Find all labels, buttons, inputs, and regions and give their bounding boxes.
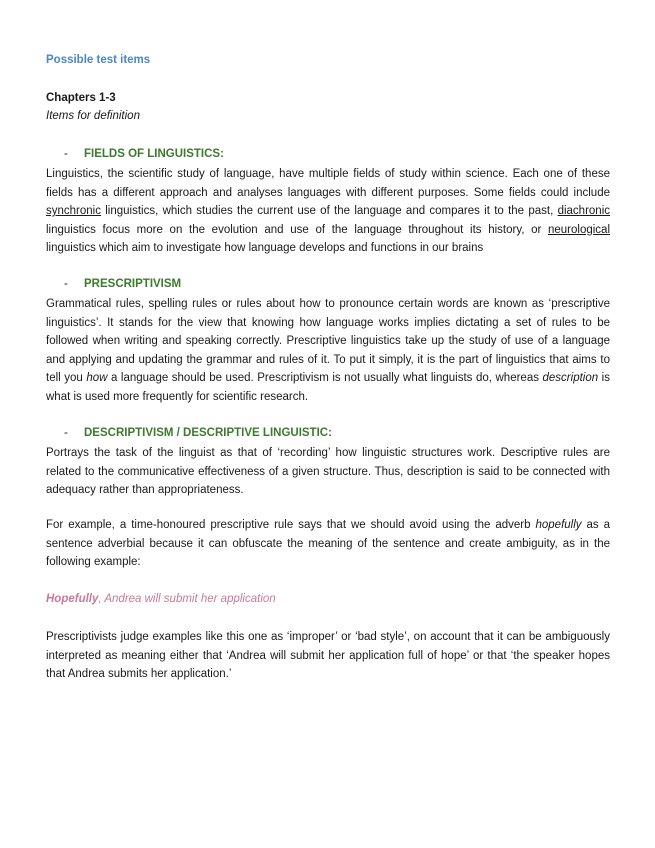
emphasis-how: how: [86, 372, 108, 385]
text-run: Linguistics, the scientific study of language, have multiple fields of study within science. Each one of these fields has a different approach and analyses languages with different purposes. Some fields could include: [46, 168, 610, 199]
items-subtitle: Items for definition: [46, 110, 140, 122]
section-conclusion: [46, 628, 610, 684]
example-bold-word: Hopefully: [46, 593, 99, 605]
text-run: Grammatical rules, spelling rules or rules about how to pronounce certain words are known as ‘prescriptive linguistics’. It stands for the view that knowing how language works implies dictating a set of rules to be followed when writing and speaking correctly. Prescriptive linguistics take up the study of use of a language and applying and updating the grammar and rules of it. To put it simply, it is the part of linguistics that aims to tell you: [46, 298, 610, 385]
heading-text: DESCRIPTIVISM / DESCRIPTIVE LINGUISTIC:: [84, 427, 332, 439]
example-rest: , Andrea will submit her application: [98, 593, 276, 605]
term-diachronic: diachronic: [557, 205, 610, 218]
term-neurological: neurological: [547, 223, 610, 236]
text-run: a language should be used. Prescriptivism is not usually what linguists do, whereas: [107, 372, 543, 385]
text-run: linguistics focus more on the evolution and use of the language throughout its history, or: [46, 223, 548, 236]
section-example-intro: [46, 516, 610, 572]
text-run: For example, a time-honoured prescriptive rule says that we should avoid using the adverb: [46, 519, 536, 531]
text-run: linguistics which aim to investigate how language develops and functions in our brains: [46, 242, 484, 255]
emphasis-hopefully: hopefully: [535, 519, 582, 531]
section-descriptivism: [46, 425, 610, 500]
section-paragraph: Portrays the task of the linguist as that of ‘recording’ how linguistic structures work. Descriptive rules are related to the communicative effectiveness of a given structure. Thus, description is said to be connected with adequacy rather than appropriateness.: [46, 447, 610, 497]
section-paragraph: [46, 165, 610, 258]
document-title: Possible test items: [46, 54, 151, 66]
emphasis-description: description: [542, 372, 599, 385]
text-run: as a sentence adverbial because it can obfuscate the meaning of the sentence and create ambiguity, as in the following example:: [46, 519, 610, 569]
chapters-label: Chapters 1-3: [46, 92, 116, 104]
text-run: is what is used more frequently for scientific research.: [46, 372, 610, 403]
bullet-dash: -: [64, 427, 68, 439]
section-paragraph: [46, 516, 610, 572]
section-heading: [64, 146, 610, 162]
section-heading: [64, 276, 610, 292]
section-paragraph: [46, 295, 610, 407]
heading-text: FIELDS OF LINGUISTICS:: [84, 148, 224, 160]
bullet-dash: -: [64, 148, 68, 160]
section-fields-of-linguistics: [46, 146, 610, 258]
term-synchronic: synchronic: [46, 205, 101, 218]
heading-text: PRESCRIPTIVISM: [84, 278, 182, 290]
bullet-dash: -: [64, 278, 68, 290]
section-paragraph: Prescriptivists judge examples like this one as ‘improper’ or ‘bad style’, on account that it can be ambiguously interpreted as meaning either that ‘Andrea will submit her application full of hope’ or that ‘the speaker hopes that Andrea submits her application.’: [46, 631, 610, 681]
example-sentence: [46, 593, 276, 605]
section-prescriptivism: [46, 276, 610, 407]
text-run: linguistics, which studies the current use of the language and compares it to the past,: [100, 205, 558, 218]
section-heading: [64, 425, 610, 441]
